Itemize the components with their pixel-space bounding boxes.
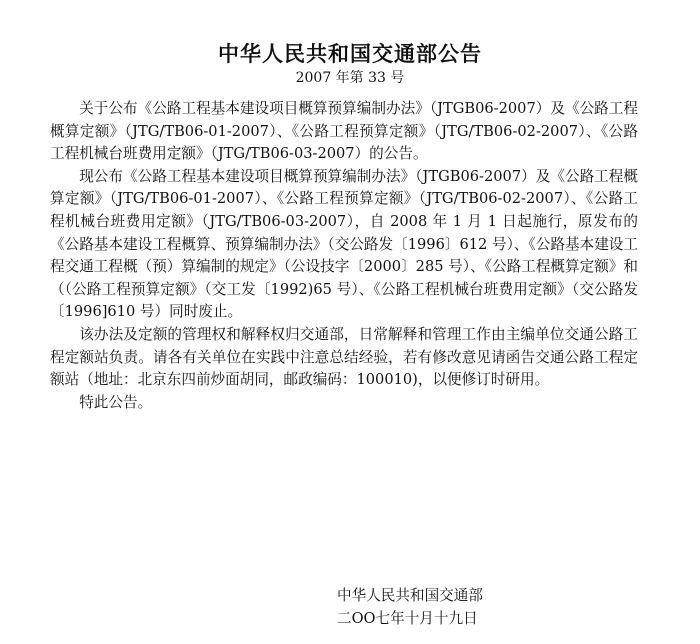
paragraph-subject: 关于公布《公路工程基本建设项目概算预算编制办法》（JTGB06-2007）及《公路工程概算定额》（JTG/TB06-01-2007）、《公路工程预算定额》（JTG/TB06-02-2007）、《公路工程机械台班费用定额》（JTG/TB06-03-2007）的公告。 bbox=[50, 100, 638, 163]
paragraph-management: 该办法及定额的管理权和解释权归交通部，日常解释和管理工作由主编单位交通公路工程定额站负责。请各有关单位在实践中注意总结经验，若有修改意见请函告交通公路工程定额站（地址：北京东四前炒面胡同，邮政编码：100010)，以便修订时研用。 bbox=[50, 325, 638, 389]
issue-date: 二OO七年十月十九日 bbox=[337, 610, 478, 627]
paragraph-closing: 特此公告。 bbox=[79, 393, 153, 411]
issuer-name: 中华人民共和国交通部 bbox=[337, 587, 483, 604]
signature-block bbox=[337, 584, 483, 630]
document-title: 中华人民共和国交通部公告 bbox=[218, 41, 482, 66]
paragraph-announcement: 现公布《公路工程基本建设项目概算预算编制办法》（JTGB06-2007）及《公路工程概算定额》（JTG/TB06-01-2007）、《公路工程预算定额》（JTG/TB06-02-2007）、《公路工程机械台班费用定额》（JTG/TB06-03-2007），自 2008 年 1 月 1 日起施行，原发布的《公路基本建设工程概算、预算编制办法》（交公路发〔1996〕612 号）、《公路基本建设工程交通工程概（预）算编制的规定》（公设技字〔2000〕285 号）、《公路工程概算定额》和（（公路工程预算定额》（交工发〔1992)65 号）、《公路工程机械台班费用定额》（交公路发〔1996]610 号）同时废止。 bbox=[50, 167, 638, 321]
announcement-number: 2007 年第 33 号 bbox=[295, 70, 405, 86]
document-body bbox=[50, 98, 638, 414]
